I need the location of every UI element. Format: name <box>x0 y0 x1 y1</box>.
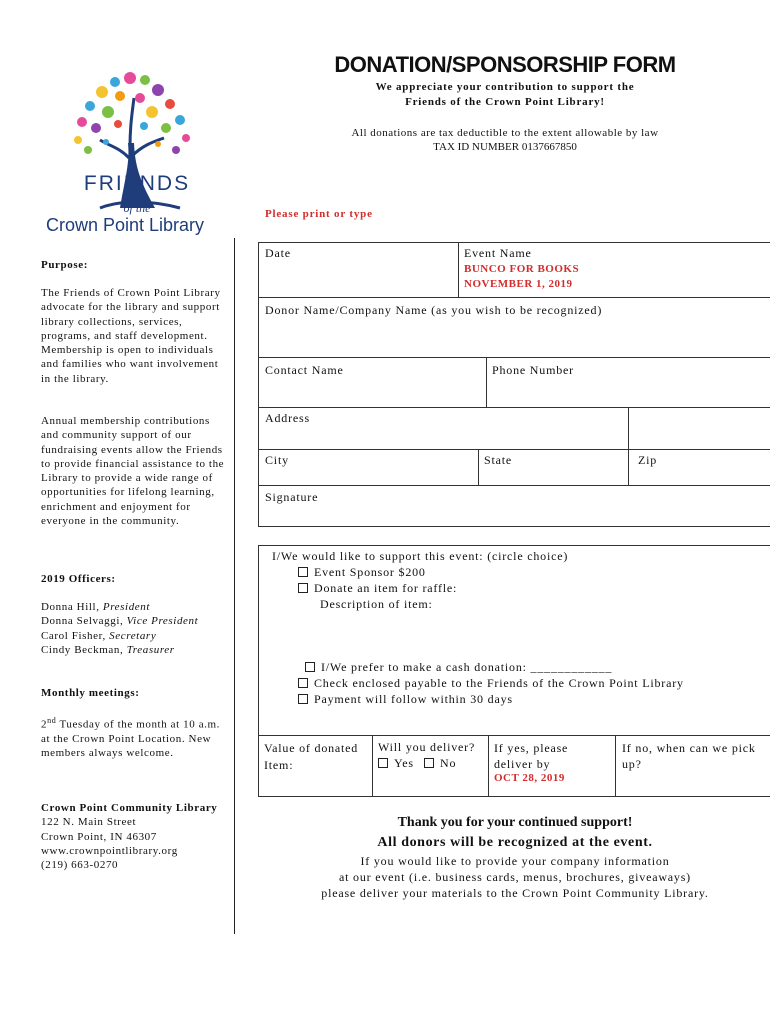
officer-1: Donna Hill, President <box>41 601 151 613</box>
divider <box>258 735 770 736</box>
library-address-2: Crown Point, IN 46307 <box>41 830 157 843</box>
divider <box>458 242 459 298</box>
appreciate-line-1: We appreciate your contribution to support the <box>375 81 635 93</box>
officer-4: Cindy Beckman, Treasurer <box>41 643 175 656</box>
checkbox-icon[interactable] <box>424 758 434 768</box>
divider <box>258 407 770 408</box>
checkbox-icon[interactable] <box>378 758 388 768</box>
divider <box>372 735 373 797</box>
divider <box>258 297 770 298</box>
checkbox-icon[interactable] <box>305 662 315 672</box>
phone-number-field[interactable]: Phone Number <box>492 363 574 377</box>
divider <box>258 357 770 358</box>
library-phone: (219) 663-0270 <box>41 859 119 872</box>
info-line-3: please deliver your materials to the Crown Point Community Library. <box>321 886 709 900</box>
divider <box>615 735 616 797</box>
annual-text: Annual membership contributions and community support of our fundraising events allow the Friends to provide financial assistance to the Library to provide a wide range of opportunities for lifelong learning, enrichment and enjoyment for everyone in the community. <box>41 415 225 528</box>
event-name-value: BUNCO FOR BOOKS <box>464 263 580 275</box>
purpose-heading: Purpose: <box>41 259 88 271</box>
form-title: DONATION/SPONSORSHIP FORM <box>334 52 676 77</box>
logo-of-text: of the <box>123 201 151 215</box>
checkbox-icon[interactable] <box>298 678 308 688</box>
option-cash[interactable]: I/We prefer to make a cash donation: ____________ <box>305 660 612 675</box>
recognition-line: All donors will be recognized at the event. <box>377 835 653 850</box>
officer-2: Donna Selvaggi, Vice President <box>41 615 199 628</box>
purpose-text: The Friends of Crown Point Library advocate for the library and support library collections, services, programs, and staff development. Membership is open to individuals and families who want involvement in the library. <box>41 287 221 385</box>
date-field[interactable]: Date <box>265 246 291 260</box>
thanks-line: Thank you for your continued support! <box>397 815 633 830</box>
officer-3: Carol Fisher, Secretary <box>41 629 157 642</box>
item-value-field[interactable]: Value of donated Item: <box>264 741 359 772</box>
donor-name-field[interactable]: Donor Name/Company Name (as you wish to be recognized) <box>265 303 603 317</box>
city-field[interactable]: City <box>265 453 289 467</box>
library-name: Crown Point Community Library <box>41 802 218 814</box>
deliver-by-date: OCT 28, 2019 <box>494 772 565 784</box>
info-line-1: If you would like to provide your company information <box>360 854 670 868</box>
library-info <box>41 801 226 872</box>
pickup-field[interactable]: If no, when can we pick up? <box>622 741 756 771</box>
appreciate-line-2: Friends of the Crown Point Library! <box>405 96 605 108</box>
meetings-heading: Monthly meetings: <box>41 687 140 699</box>
event-name-label: Event Name <box>464 246 532 260</box>
divider <box>488 735 489 797</box>
zip-field[interactable]: Zip <box>638 453 658 467</box>
officers-list <box>41 600 231 657</box>
contact-name-field[interactable]: Contact Name <box>265 363 344 377</box>
checkbox-icon[interactable] <box>298 694 308 704</box>
address-field[interactable]: Address <box>265 411 310 425</box>
tax-id: TAX ID NUMBER 0137667850 <box>433 141 577 153</box>
deliver-question: Will you deliver? <box>378 740 476 754</box>
support-intro: I/We would like to support this event: (circle choice) <box>272 549 569 563</box>
option-payment-later[interactable]: Payment will follow within 30 days <box>298 692 513 707</box>
library-website[interactable]: www.crownpointlibrary.org <box>41 844 178 857</box>
divider <box>478 449 479 485</box>
tax-deductible-note: All donations are tax deductible to the extent allowable by law <box>351 127 659 139</box>
info-line-2: at our event (i.e. business cards, menus, brochures, giveaways) <box>339 870 691 884</box>
divider <box>258 449 770 450</box>
option-raffle[interactable]: Donate an item for raffle: <box>298 581 457 596</box>
officers-heading: 2019 Officers: <box>41 573 116 585</box>
deliver-yes-option[interactable]: Yes <box>378 756 414 771</box>
deliver-by-label: If yes, please deliver by <box>494 741 569 771</box>
checkbox-icon[interactable] <box>298 567 308 577</box>
divider <box>486 357 487 408</box>
item-description-field[interactable]: Description of item: <box>320 597 433 611</box>
option-sponsor[interactable]: Event Sponsor $200 <box>298 565 426 580</box>
column-divider <box>234 238 235 934</box>
divider <box>628 407 629 485</box>
logo-friends-text: FRIENDS <box>83 172 191 195</box>
state-field[interactable]: State <box>484 453 512 467</box>
divider <box>258 485 770 486</box>
meetings-text: 2nd Tuesday of the month at 10 a.m. at the Crown Point Location. New members always welcome. <box>41 716 221 760</box>
library-address-1: 122 N. Main Street <box>41 816 137 829</box>
signature-field[interactable]: Signature <box>265 490 319 504</box>
print-note: Please print or type <box>265 208 373 220</box>
checkbox-icon[interactable] <box>298 583 308 593</box>
logo-library-text: Crown Point Library <box>45 215 205 235</box>
deliver-no-option[interactable]: No <box>424 756 456 771</box>
option-check[interactable]: Check enclosed payable to the Friends of the Crown Point Library <box>298 676 684 691</box>
event-date-value: NOVEMBER 1, 2019 <box>464 278 573 290</box>
